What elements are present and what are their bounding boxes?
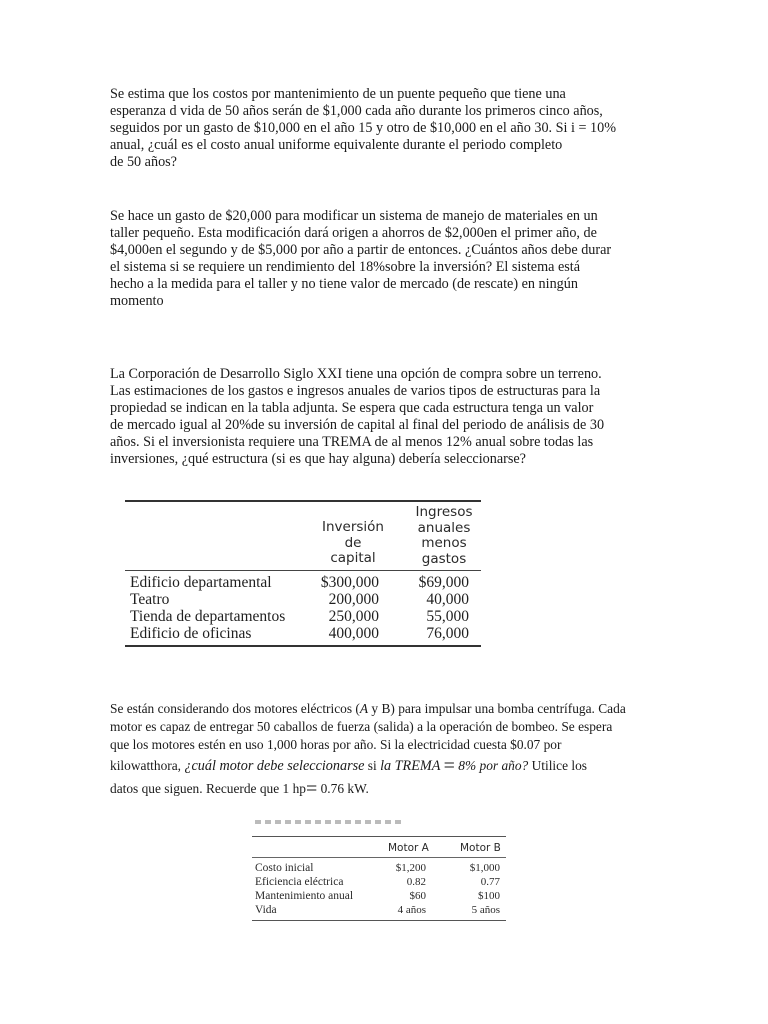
text-run: y B) para impulsar una bomba centrífuga. Cada (368, 701, 626, 716)
text-line: de 50 años? (110, 154, 177, 170)
row-label: Edificio departamental (130, 574, 272, 591)
motors-table (250, 820, 508, 924)
text-run: 8% por año? (454, 758, 529, 773)
header-line: Inversión (322, 519, 384, 535)
table-rule (125, 570, 481, 571)
cropped-caption-remnant (255, 820, 405, 824)
problem-3-paragraph (110, 366, 670, 468)
cell-inversion: $300,000 (320, 574, 379, 591)
table-rule (252, 920, 506, 921)
cell-motor-a: 4 años (397, 904, 426, 916)
text-line (110, 757, 670, 775)
cell-motor-a: $1,200 (395, 862, 426, 874)
table-rule (125, 500, 481, 502)
header-line: anuales (417, 519, 471, 536)
text-line: el sistema si se requiere un rendimiento del 18%sobre la inversión? El sistema está (110, 259, 581, 275)
row-label: Eficiencia eléctrica (255, 876, 344, 888)
structures-table (123, 500, 483, 648)
cell-inversion: 250,000 (328, 608, 379, 625)
text-line: $4,000en el segundo y de $5,000 por año a partir de entonces. ¿Cuántos años debe durar (110, 242, 612, 258)
cell-inversion: 200,000 (328, 591, 379, 608)
column-header-motor-b: Motor B (460, 842, 501, 854)
cell-ingresos: 76,000 (426, 625, 469, 642)
cell-motor-b: $100 (478, 890, 500, 902)
text-run: A (359, 701, 369, 716)
table-row (123, 574, 483, 591)
text-line: Las estimaciones de los gastos e ingresos anuales de varios tipos de estructuras para la (110, 383, 601, 399)
text-line: que los motores estén en uso 1,000 horas por año. Si la electricidad cuesta $0.07 por (110, 737, 562, 752)
cell-motor-b: 0.77 (480, 876, 500, 888)
text-line (110, 700, 670, 718)
text-line: seguidos por un gasto de $10,000 en el año 15 y otro de $10,000 en el año 30. Si i = 10% (110, 120, 617, 136)
header-line: gastos (421, 550, 467, 567)
table-row (250, 890, 508, 904)
column-header-ingresos (407, 505, 481, 567)
table-rule (252, 836, 506, 837)
problem-1-paragraph (110, 86, 670, 171)
header-line: Ingresos (415, 504, 473, 520)
cell-ingresos: 40,000 (426, 591, 469, 608)
text-line (110, 780, 670, 798)
cell-ingresos: 55,000 (426, 608, 469, 625)
text-line: propiedad se indican en la tabla adjunta. Se espera que cada estructura tenga un valor (110, 400, 594, 416)
equals-sign: = (443, 755, 455, 777)
table-row (123, 608, 483, 625)
problem-4-paragraph (110, 700, 670, 798)
text-line: Se estima que los costos por mantenimiento de un puente pequeño que tiene una (110, 86, 566, 102)
row-label: Costo inicial (255, 862, 314, 874)
cell-motor-b: $1,000 (469, 862, 500, 874)
cell-inversion: 400,000 (328, 625, 379, 642)
text-line: años. Si el inversionista requiere una TREMA de al menos 12% anual sobre todas las (110, 434, 594, 450)
problem-2-paragraph (110, 208, 670, 310)
table-rule (125, 645, 481, 647)
column-header-inversion (313, 520, 393, 567)
cell-motor-a: 0.82 (406, 876, 426, 888)
text-run: Se están considerando dos motores eléctricos ( (110, 701, 360, 716)
text-line: hecho a la medida para el taller y no tiene valor de mercado (de rescate) en ningún (110, 276, 578, 292)
header-line: menos (421, 535, 467, 551)
text-line: inversiones, ¿qué estructura (si es que hay alguna) debería seleccionarse? (110, 451, 526, 467)
text-run: si (364, 758, 381, 773)
row-label: Teatro (130, 591, 170, 608)
text-run: 0.76 kW. (317, 781, 369, 796)
text-run: kilowatthora, (110, 758, 185, 773)
text-line: esperanza d vida de 50 años serán de $1,000 cada año durante los primeros cinco años, (110, 103, 603, 119)
column-header-motor-a: Motor A (388, 842, 429, 854)
text-run: la TREMA (380, 758, 444, 774)
text-run: datos que siguen. Recuerde que 1 hp (110, 781, 306, 796)
text-line: taller pequeño. Esta modificación dará origen a ahorros de $2,000en el primer año, de (110, 225, 597, 241)
row-label: Edificio de oficinas (130, 625, 252, 642)
cell-motor-b: 5 años (471, 904, 500, 916)
table-rule (252, 857, 506, 858)
table-row (250, 904, 508, 918)
equals-sign: = (305, 778, 318, 800)
table-row (123, 591, 483, 608)
row-label: Mantenimiento anual (255, 890, 354, 902)
header-line: capital (330, 550, 376, 566)
table-row (123, 625, 483, 642)
cell-ingresos: $69,000 (418, 574, 469, 591)
row-label: Vida (255, 904, 277, 916)
cell-motor-a: $60 (409, 890, 426, 902)
text-line: de mercado igual al 20%de su inversión de capital al final del periodo de análisis de 30 (110, 417, 605, 433)
text-run: ¿cuál motor debe seleccionarse (184, 758, 365, 774)
row-label: Tienda de departamentos (130, 608, 286, 625)
text-line: Se hace un gasto de $20,000 para modificar un sistema de manejo de materiales en un (110, 208, 598, 224)
text-line: motor es capaz de entregar 50 caballos de fuerza (salida) a la operación de bombeo. Se espera (110, 719, 613, 734)
text-line: anual, ¿cuál es el costo anual uniforme equivalente durante el periodo completo (110, 137, 563, 153)
table-row (250, 876, 508, 890)
text-run: Utilice los (528, 758, 587, 773)
table-row (250, 862, 508, 876)
header-line: de (344, 534, 362, 551)
text-line: La Corporación de Desarrollo Siglo XXI tiene una opción de compra sobre un terreno. (110, 366, 602, 382)
text-line: momento (110, 293, 164, 309)
